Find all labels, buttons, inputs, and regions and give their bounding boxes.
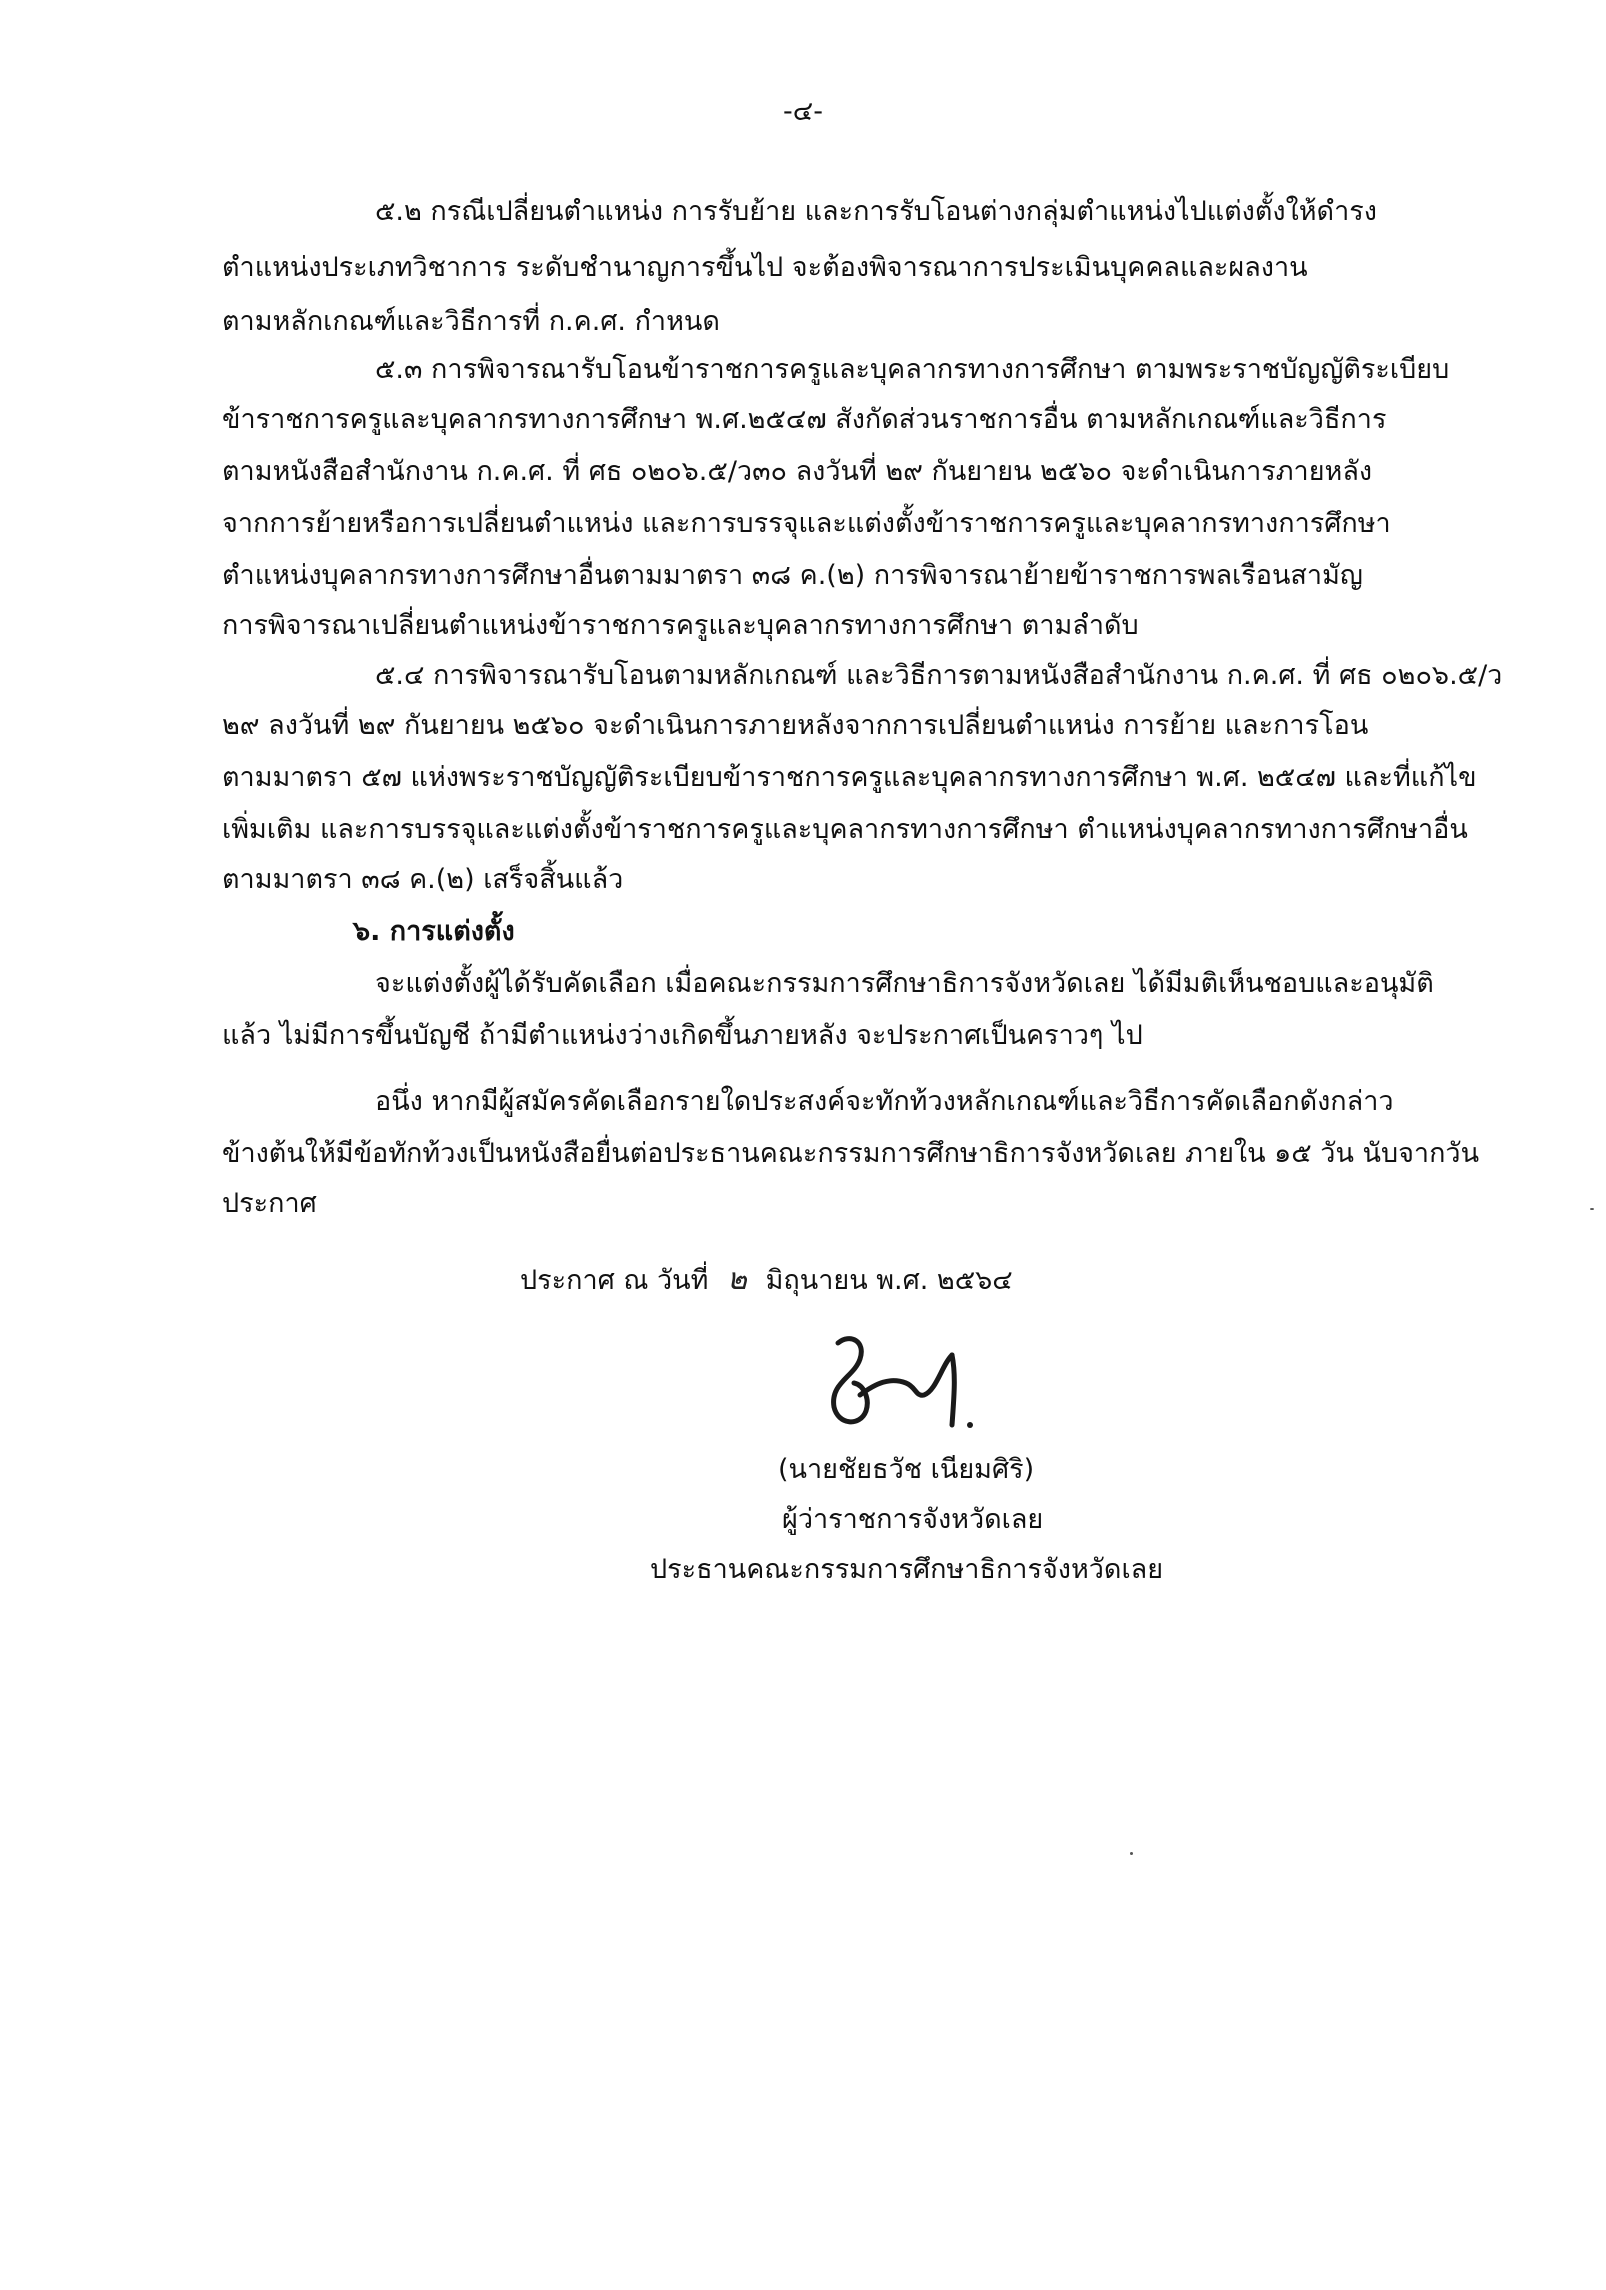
section-6-line-2: แล้ว ไม่มีการขึ้นบัญชี ถ้ามีตำแหน่งว่างเกิดขึ้นภายหลัง จะประกาศเป็นคราวๆ ไป xyxy=(222,1020,1143,1051)
section-5-2-line-1: ๕.๒ กรณีเปลี่ยนตำแหน่ง การรับย้าย และการรับโอนต่างกลุ่มตำแหน่งไปแต่งตั้งให้ดำรง xyxy=(375,196,1377,227)
signatory-position-2: ประธานคณะกรรมการศึกษาธิการจังหวัดเลย xyxy=(650,1554,1164,1585)
section-5-3-line-6: การพิจารณาเปลี่ยนตำแหน่งข้าราชการครูและบุคลากรทางการศึกษา ตามลำดับ xyxy=(222,610,1139,641)
section-5-2-line-3: ตามหลักเกณฑ์และวิธีการที่ ก.ค.ศ. กำหนด xyxy=(222,306,720,337)
objection-line-2: ข้างต้นให้มีข้อทักท้วงเป็นหนังสือยื่นต่อประธานคณะกรรมการศึกษาธิการจังหวัดเลย ภายใน ๑๕ วัน นับจากวัน xyxy=(222,1138,1480,1169)
signatory-position-1: ผู้ว่าราชการจังหวัดเลย xyxy=(782,1504,1044,1535)
section-6-line-1: จะแต่งตั้งผู้ได้รับคัดเลือก เมื่อคณะกรรมการศึกษาธิการจังหวัดเลย ได้มีมติเห็นชอบและอนุมัติ xyxy=(375,968,1434,999)
section-5-2-line-2: ตำแหน่งประเภทวิชาการ ระดับชำนาญการขึ้นไป จะต้องพิจารณาการประเมินบุคคลและผลงาน xyxy=(222,252,1308,283)
section-5-4-line-1: ๕.๔ การพิจารณารับโอนตามหลักเกณฑ์ และวิธีการตามหนังสือสำนักงาน ก.ค.ศ. ที่ ศธ ๐๒๐๖.๕/ว xyxy=(375,660,1503,691)
section-5-3-line-5: ตำแหน่งบุคลากรทางการศึกษาอื่นตามมาตรา ๓๘ ค.(๒) การพิจารณาย้ายข้าราชการพลเรือนสามัญ xyxy=(222,560,1363,591)
announcement-date-day: ๒ xyxy=(727,1262,747,1297)
scan-speck xyxy=(1130,1852,1133,1855)
section-5-3-line-4: จากการย้ายหรือการเปลี่ยนตำแหน่ง และการบรรจุและแต่งตั้งข้าราชการครูและบุคลากรทางการศึกษา xyxy=(222,508,1391,539)
scan-speck xyxy=(1590,1208,1594,1210)
announcement-date-prefix: ประกาศ ณ วันที่ xyxy=(520,1265,709,1296)
section-5-4-line-5: ตามมาตรา ๓๘ ค.(๒) เสร็จสิ้นแล้ว xyxy=(222,864,624,895)
section-5-3-line-1: ๕.๓ การพิจารณารับโอนข้าราชการครูและบุคลากรทางการศึกษา ตามพระราชบัญญัติระเบียบ xyxy=(375,354,1450,385)
section-5-4-line-4: เพิ่มเติม และการบรรจุและแต่งตั้งข้าราชการครูและบุคลากรทางการศึกษา ตำแหน่งบุคลากรทางการศึกษาอื่น xyxy=(222,814,1468,845)
objection-line-3: ประกาศ xyxy=(222,1188,317,1219)
objection-line-1: อนึ่ง หากมีผู้สมัครคัดเลือกรายใดประสงค์จะทักท้วงหลักเกณฑ์และวิธีการคัดเลือกดังกล่าว xyxy=(375,1086,1394,1117)
announcement-date xyxy=(520,1260,1013,1301)
section-5-4-line-3: ตามมาตรา ๕๗ แห่งพระราชบัญญัติระเบียบข้าราชการครูและบุคลากรทางการศึกษา พ.ศ. ๒๕๔๗ และที่แก้ไข xyxy=(222,762,1477,793)
section-5-3-line-3: ตามหนังสือสำนักงาน ก.ค.ศ. ที่ ศธ ๐๒๐๖.๕/ว๓๐ ลงวันที่ ๒๙ กันยายน ๒๕๖๐ จะดำเนินการภายหลัง xyxy=(222,456,1373,487)
announcement-date-suffix: มิถุนายน พ.ศ. ๒๕๖๔ xyxy=(765,1265,1013,1296)
section-5-3-line-2: ข้าราชการครูและบุคลากรทางการศึกษา พ.ศ.๒๕๔๗ สังกัดส่วนราชการอื่น ตามหลักเกณฑ์และวิธีการ xyxy=(222,404,1387,435)
section-6-heading: ๖. การแต่งตั้ง xyxy=(353,916,515,947)
signatory-name: (นายชัยธวัช เนียมศิริ) xyxy=(778,1454,1035,1485)
signature-image xyxy=(820,1325,1000,1445)
section-5-4-line-2: ๒๙ ลงวันที่ ๒๙ กันยายน ๒๕๖๐ จะดำเนินการภายหลังจากการเปลี่ยนตำแหน่ง การย้าย และการโอน xyxy=(222,710,1369,741)
page-number: -๔- xyxy=(783,96,823,127)
